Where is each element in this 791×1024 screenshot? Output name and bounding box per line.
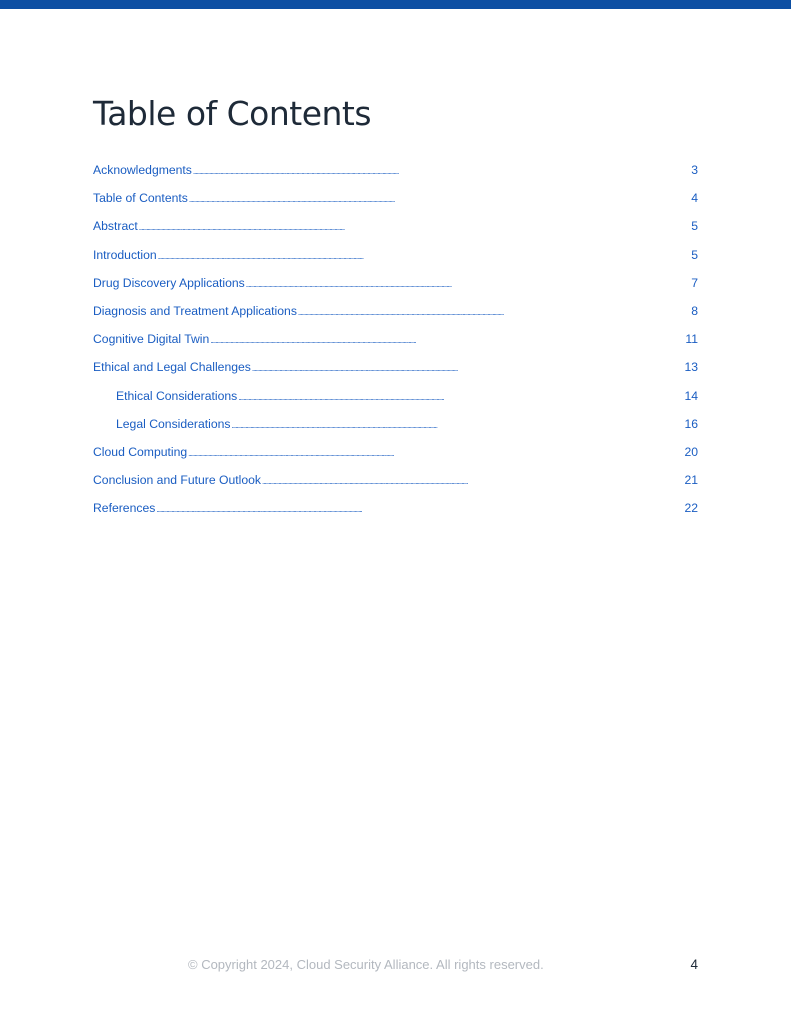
page-title: Table of Contents bbox=[93, 94, 372, 133]
toc-entry-page: 13 bbox=[684, 360, 698, 375]
header-accent-bar bbox=[0, 0, 791, 9]
toc-entry-page: 14 bbox=[684, 388, 698, 403]
toc-leader-dots bbox=[210, 327, 684, 353]
toc-entry-table-of-contents[interactable] bbox=[93, 184, 698, 212]
toc-leader-dots bbox=[252, 355, 684, 381]
toc-entry-label: Diagnosis and Treatment Applications bbox=[93, 303, 297, 318]
toc-entry-page: 5 bbox=[691, 219, 698, 234]
toc-entry-cloud-computing[interactable] bbox=[93, 438, 698, 466]
toc-leader-dots bbox=[158, 243, 691, 269]
toc-leader-dots bbox=[188, 440, 683, 466]
toc-entry-conclusion-and-future-outlook[interactable] bbox=[93, 466, 698, 494]
toc-entry-label: Ethical and Legal Challenges bbox=[93, 360, 251, 375]
toc-entry-references[interactable] bbox=[93, 494, 698, 522]
toc-entry-label: Acknowledgments bbox=[93, 163, 192, 177]
toc-entry-acknowledgments[interactable] bbox=[93, 156, 698, 184]
toc-entry-page: 4 bbox=[691, 191, 698, 206]
toc-entry-page: 21 bbox=[684, 473, 698, 488]
toc-leader-dots bbox=[298, 299, 690, 325]
toc-entry-page: 11 bbox=[685, 332, 698, 347]
toc-entry-label: Conclusion and Future Outlook bbox=[93, 473, 262, 488]
toc-entry-label: Table of Contents bbox=[93, 191, 188, 206]
footer-copyright: © Copyright 2024, Cloud Security Alliance. All rights reserved. bbox=[188, 957, 544, 972]
toc-entry-label: Legal Considerations bbox=[116, 416, 231, 431]
toc-entry-label: Ethical Considerations bbox=[116, 388, 238, 403]
toc-entry-page: 16 bbox=[684, 416, 698, 431]
toc-entry-drug-discovery-applications[interactable] bbox=[93, 269, 698, 297]
toc-leader-dots bbox=[232, 412, 684, 438]
toc-entry-legal-considerations[interactable] bbox=[93, 410, 698, 438]
toc-entry-label: Drug Discovery Applications bbox=[93, 275, 245, 290]
toc-entry-page: 3 bbox=[691, 163, 698, 177]
toc-entry-page: 5 bbox=[691, 247, 698, 262]
toc-entry-label: Cloud Computing bbox=[93, 444, 188, 459]
toc-entry-page: 20 bbox=[684, 444, 698, 459]
toc-entry-diagnosis-and-treatment-applications[interactable] bbox=[93, 297, 698, 325]
toc-entry-label: References bbox=[93, 501, 156, 516]
toc-entry-page: 22 bbox=[684, 501, 698, 516]
toc-entry-abstract[interactable] bbox=[93, 212, 698, 240]
toc-entry-page: 7 bbox=[691, 275, 698, 290]
toc-leader-dots bbox=[246, 271, 690, 297]
toc-entry-ethical-considerations[interactable] bbox=[93, 382, 698, 410]
toc-leader-dots bbox=[262, 468, 683, 494]
toc-entry-page: 8 bbox=[691, 303, 698, 318]
toc-leader-dots bbox=[189, 186, 690, 212]
footer-page-number: 4 bbox=[690, 957, 698, 972]
toc-leader-dots bbox=[193, 158, 690, 184]
table-of-contents bbox=[93, 156, 698, 522]
toc-entry-label: Introduction bbox=[93, 247, 157, 262]
toc-entry-label: Abstract bbox=[93, 219, 138, 234]
toc-entry-label: Cognitive Digital Twin bbox=[93, 332, 210, 347]
toc-leader-dots bbox=[238, 384, 683, 410]
toc-entry-cognitive-digital-twin[interactable] bbox=[93, 325, 698, 353]
toc-leader-dots bbox=[156, 496, 683, 522]
toc-entry-introduction[interactable] bbox=[93, 241, 698, 269]
toc-leader-dots bbox=[139, 214, 691, 240]
toc-entry-ethical-and-legal-challenges[interactable] bbox=[93, 353, 698, 381]
